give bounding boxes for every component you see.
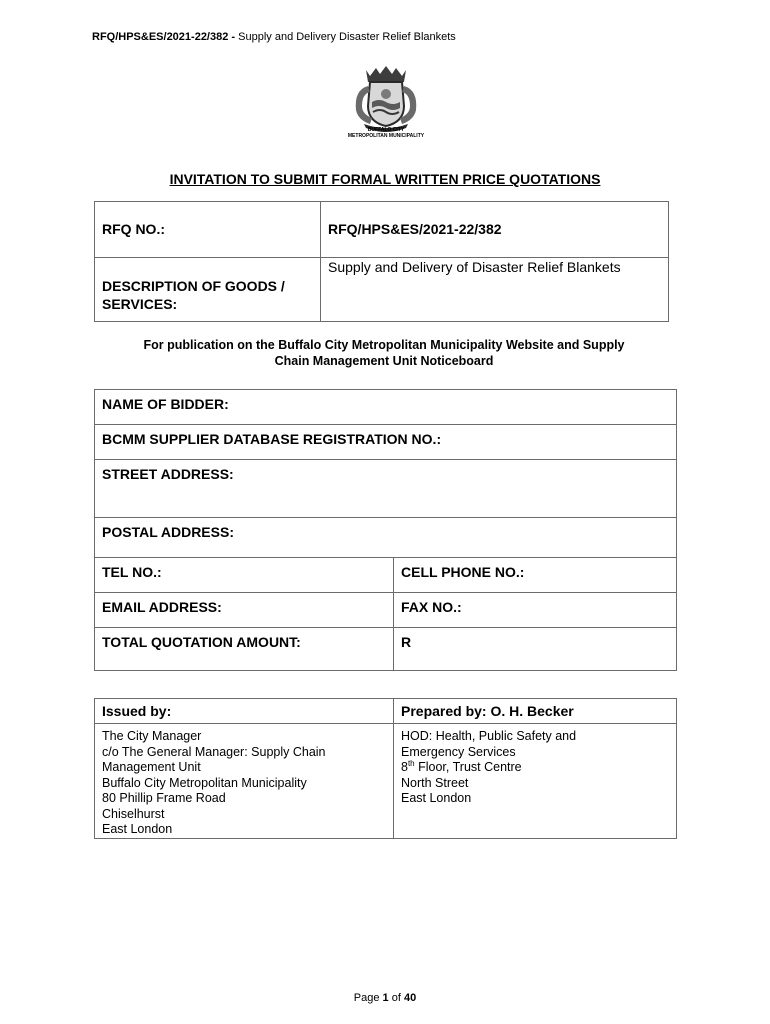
address-line: 80 Phillip Frame Road [102,791,226,805]
publication-note [94,337,674,369]
postal-address-label: POSTAL ADDRESS: [102,524,234,540]
cell-phone-field[interactable] [394,558,677,593]
table-row [95,724,677,839]
description-label-line: DESCRIPTION OF GOODS / [102,278,285,294]
issued-by-address-cell [95,724,394,839]
address-line: Management Unit [102,760,201,774]
street-address-label: STREET ADDRESS: [102,466,234,482]
table-row [95,628,677,671]
address-line: North Street [401,775,469,790]
fax-number-field[interactable] [394,593,677,628]
publication-line: Chain Management Unit Noticeboard [274,354,494,368]
total-quotation-value: R [401,634,412,650]
publication-line: For publication on the Buffalo City Metropolitan Municipality Website and Supply [143,338,625,352]
prepared-by-header-cell [394,699,677,724]
address-line: HOD: Health, Public Safety and [401,729,577,743]
cell-phone-label: CELL PHONE NO.: [401,564,525,580]
page-footer [0,992,770,1004]
bidder-name-field[interactable] [95,390,677,425]
header-reference: RFQ/HPS&ES/2021-22/382 - [92,31,236,43]
rfq-number-value-cell [321,202,669,258]
email-address-field[interactable] [95,593,394,628]
issued-prepared-table [94,698,677,839]
address-line [401,760,522,774]
address-line: c/o The General Manager: Supply Chain [102,744,326,759]
prepared-by-address [394,724,676,807]
table-row [95,202,669,258]
table-row [95,390,677,425]
table-row [95,699,677,724]
bidder-details-table [94,389,677,671]
description-value: Supply and Delivery of Disaster Relief Blankets [328,259,621,275]
address-line: The City Manager [102,729,202,743]
tel-number-label: TEL NO.: [102,564,162,580]
fax-number-label: FAX NO.: [401,599,462,615]
floor-suffix: th [407,758,415,768]
bidder-name-label: NAME OF BIDDER: [102,396,229,412]
issued-by-label: Issued by: [102,703,172,719]
issued-by-header-cell [95,699,394,724]
registration-number-field[interactable] [95,425,677,460]
address-line: East London [401,791,472,805]
table-row [95,558,677,593]
total-quotation-amount-field[interactable] [394,628,677,671]
email-address-label: EMAIL ADDRESS: [102,599,222,615]
page-of: of [391,992,401,1004]
logo-caption-line: METROPOLITAN MUNICIPALITY [347,133,425,139]
crest-icon [356,66,417,132]
address-line: East London [102,822,173,836]
prepared-by-address-cell [394,724,677,839]
table-row [95,425,677,460]
prepared-by-label: Prepared by: O. H. Becker [401,703,574,719]
header-subject: Supply and Delivery Disaster Relief Blankets [238,31,456,43]
total-quotation-label: TOTAL QUOTATION AMOUNT: [102,634,301,650]
total-quotation-label-cell [95,628,394,671]
street-address-field[interactable] [95,460,677,518]
address-line: Emergency Services [401,744,516,759]
table-row [95,460,677,518]
postal-address-field[interactable] [95,518,677,558]
rfq-number-label-cell [95,202,321,258]
issued-by-address [95,724,393,838]
description-label [95,258,320,313]
address-line: Buffalo City Metropolitan Municipality [102,775,307,790]
rfq-number-value: RFQ/HPS&ES/2021-22/382 [328,221,502,237]
floor-rest: Floor, Trust Centre [414,760,522,774]
description-label-line: SERVICES: [102,296,178,312]
running-header [92,31,456,43]
description-value-cell [321,258,669,322]
table-row [95,593,677,628]
floor-number: 8 [401,760,408,774]
page-current: 1 [382,992,389,1004]
table-row [95,258,669,322]
logo-caption-line: BUFFALO CITY [367,127,405,133]
description-label-cell [95,258,321,322]
page-title: INVITATION TO SUBMIT FORMAL WRITTEN PRICE QUOTATIONS [169,171,601,187]
registration-number-label: BCMM SUPPLIER DATABASE REGISTRATION NO.: [102,431,442,447]
rfq-details-table [94,201,669,322]
rfq-number-label: RFQ NO.: [102,221,165,237]
table-row [95,518,677,558]
tel-number-field[interactable] [95,558,394,593]
page-label: Page [353,992,380,1004]
page-total: 40 [403,992,417,1004]
address-line: Chiselhurst [102,806,165,821]
logo-caption [330,127,442,139]
